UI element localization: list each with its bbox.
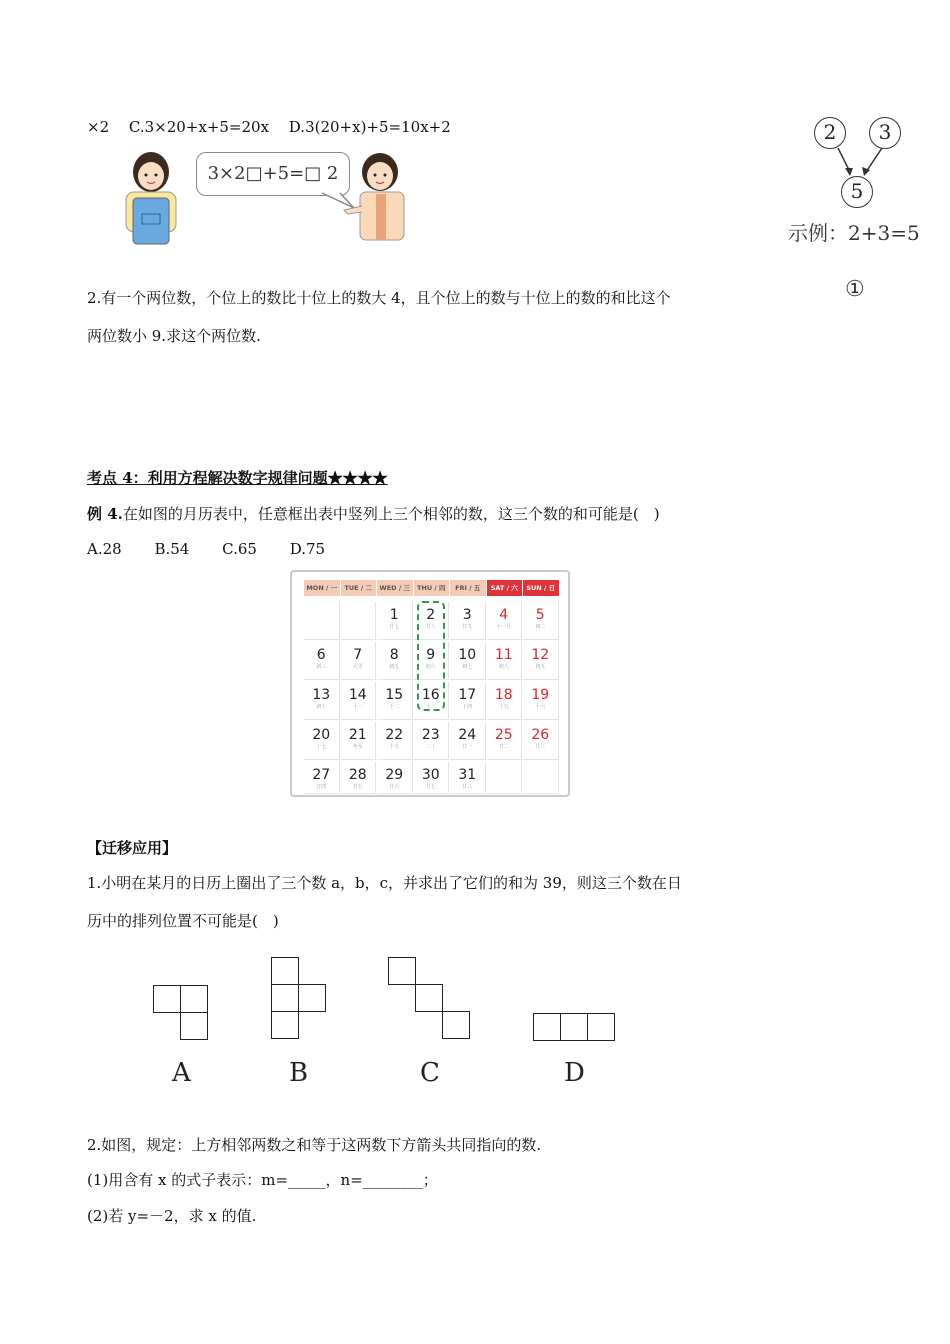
calendar-lunar-date: 初五 [389,664,400,670]
calendar-header-4: FRI / 五 [450,580,486,596]
calendar-day-number: 31 [458,767,477,783]
calendar-day [487,602,523,640]
calendar-day-number: 20 [312,727,331,743]
calendar-lunar-date: 初六 [425,664,436,670]
calendar-lunar-date: 初八 [498,664,509,670]
calendar-day [523,682,559,720]
calendar-header-1: TUE / 二 [341,580,377,596]
calendar-lunar-date: 廿六 [389,784,400,790]
calendar-day [487,722,523,760]
calendar-day [414,762,450,794]
calendar-lunar-date: 十七 [316,744,327,750]
calendar-lunar-date: 廿三 [535,744,546,750]
calendar-lunar-date: 廿九 [462,624,473,630]
calendar-header-5: SAT / 六 [487,580,523,596]
shape-label-c: C [420,1058,440,1088]
calendar-lunar-date: 初十 [316,704,327,710]
calendar-day-number: 26 [531,727,550,743]
calendar-day-number: 2 [426,607,436,623]
calendar-lunar-date: 廿二 [498,744,509,750]
shape-label-b: B [289,1058,309,1088]
calendar-day [341,682,377,720]
calendar-day-number: 28 [348,767,367,783]
calendar-day [523,722,559,760]
shape-label-a: A [172,1058,191,1088]
transfer-q1-line-1: 1.小明在某月的日历上圈出了三个数 a，b，c，并求出了它们的和为 39，则这三个数在日 [87,874,682,892]
option-c: C.65 [222,540,257,558]
calendar-day [523,642,559,680]
calendar-lunar-date: 十四 [462,704,473,710]
calendar-day [304,602,340,640]
calendar-day-number: 6 [316,647,326,663]
girl-with-overalls-illustration [118,148,184,248]
calendar-lunar-date: 十一 [352,704,363,710]
option-b: B.54 [154,540,190,558]
example-prefix: 例 4. [87,505,123,523]
example-text: 在如图的月历表中，任意框出表中竖列上三个相邻的数，这三个数的和可能是( ) [122,505,660,523]
calendar-day [341,762,377,794]
calendar-lunar-date: 廿七 [425,784,436,790]
calendar-lunar-date: 廿一 [462,744,473,750]
calendar-day-number: 23 [421,727,440,743]
calendar-day-number: 14 [348,687,367,703]
transfer-q2-line-3: (2)若 y=－2，求 x 的值. [87,1207,257,1225]
transfer-q2-line-1: 2.如图，规定：上方相邻两数之和等于这两数下方箭头共同指向的数. [87,1136,542,1154]
calendar-day [341,642,377,680]
calendar-header-0: MON / 一 [304,580,340,596]
calendar-lunar-date: 十五 [498,704,509,710]
calendar-lunar-date: 初二 [535,624,546,630]
calendar-day [377,642,413,680]
transfer-q2-line-2: (1)用含有 x 的式子表示：m=_____，n=________； [87,1171,438,1189]
tree-bottom-node: 5 [841,176,873,208]
calendar-day [377,682,413,720]
calendar-day-number: 30 [421,767,440,783]
calendar-day-number: 4 [499,607,509,623]
calendar-day [377,762,413,794]
calendar-lunar-date: 廿八 [462,784,473,790]
calendar-lunar-date: 廿四 [316,784,327,790]
example-options [87,539,325,559]
calendar-day-number: 27 [312,767,331,783]
tree-example: 示例：2+3=5 [788,221,920,245]
calendar-header [304,580,559,596]
calendar-day-number: 8 [389,647,399,663]
calendar-lunar-date: 二十 [425,744,436,750]
calendar-day [450,682,486,720]
calendar-day-number: 29 [385,767,404,783]
calendar-day-number: 17 [458,687,477,703]
q2-line-1: 2.有一个两位数，个位上的数比十位上的数大 4，且个位上的数与十位上的数的和比这个 [87,289,671,307]
calendar-selection-box [417,601,445,711]
calendar-lunar-date: 十六 [535,704,546,710]
calendar-day-number: 11 [494,647,513,663]
calendar-day-number: 24 [458,727,477,743]
calendar-lunar-date: 十三 [425,704,436,710]
tree-top-left-node: 2 [814,117,846,149]
calendar-day-number: 13 [312,687,331,703]
calendar-day-number: 3 [462,607,472,623]
calendar-day [377,722,413,760]
calendar-day [304,722,340,760]
transfer-heading: 【迁移应用】 [87,839,178,857]
shape-label-d: D [564,1058,585,1088]
calendar-day [414,722,450,760]
girl-pointing-illustration [340,150,412,242]
section-title: 考点 4：利用方程解决数字规律问题★★★★ [87,469,388,487]
calendar-day-number: 10 [458,647,477,663]
calendar-day-number: 9 [426,647,436,663]
calendar-lunar-date: 廿五 [352,784,363,790]
calendar-lunar-date: 初三 [316,664,327,670]
calendar-day [523,762,559,794]
calendar-day [304,642,340,680]
calendar-lunar-date: 冬至 [352,744,363,750]
calendar-day-number: 16 [421,687,440,703]
calendar-day [523,602,559,640]
calendar-day-number: 19 [531,687,550,703]
calendar-day [304,762,340,794]
calendar-day [450,762,486,794]
tree-top-right-node: 3 [869,117,901,149]
speech-bubble: 3×2□+5=□ 2 [196,152,350,196]
calendar-header-3: THU / 四 [414,580,450,596]
option-a: A.28 [87,540,122,558]
calendar-day [487,682,523,720]
calendar-day [377,602,413,640]
calendar-lunar-date: 十九 [389,744,400,750]
example-4 [87,504,660,524]
calendar-day-number: 1 [389,607,399,623]
calendar-day [341,602,377,640]
calendar-day [487,642,523,680]
calendar-day [304,682,340,720]
option-d: D.75 [289,540,326,558]
tree-figure-label: ① [845,277,865,302]
calendar-header-2: WED / 三 [377,580,413,596]
calendar-day-number: 12 [531,647,550,663]
transfer-q1-line-2: 历中的排列位置不可能是( ) [87,912,279,930]
calendar-lunar-date: 初九 [535,664,546,670]
calendar-lunar-date: 大雪 [352,664,363,670]
calendar-day-number: 5 [535,607,545,623]
calendar-day-number: 18 [494,687,513,703]
calendar-day [450,722,486,760]
calendar-lunar-date: 十二 [389,704,400,710]
q2-line-2: 两位数小 9.求这个两位数. [87,327,261,345]
calendar-header-6: SUN / 日 [523,580,559,596]
option-line: ×2 C.3×20+x+5=20x D.3(20+x)+5=10x+2 [87,118,451,136]
calendar-lunar-date: 初七 [462,664,473,670]
calendar-day [450,602,486,640]
calendar-day [487,762,523,794]
calendar-lunar-date: 廿八 [425,624,436,630]
calendar-lunar-date: 十一月 [496,624,512,630]
calendar-day [341,722,377,760]
calendar-day [450,642,486,680]
calendar-day-number: 22 [385,727,404,743]
calendar-lunar-date: 廿七 [389,624,400,630]
calendar-day-number: 15 [385,687,404,703]
calendar-day-number: 21 [348,727,367,743]
calendar-day-number: 25 [494,727,513,743]
calendar-day-number: 7 [353,647,363,663]
